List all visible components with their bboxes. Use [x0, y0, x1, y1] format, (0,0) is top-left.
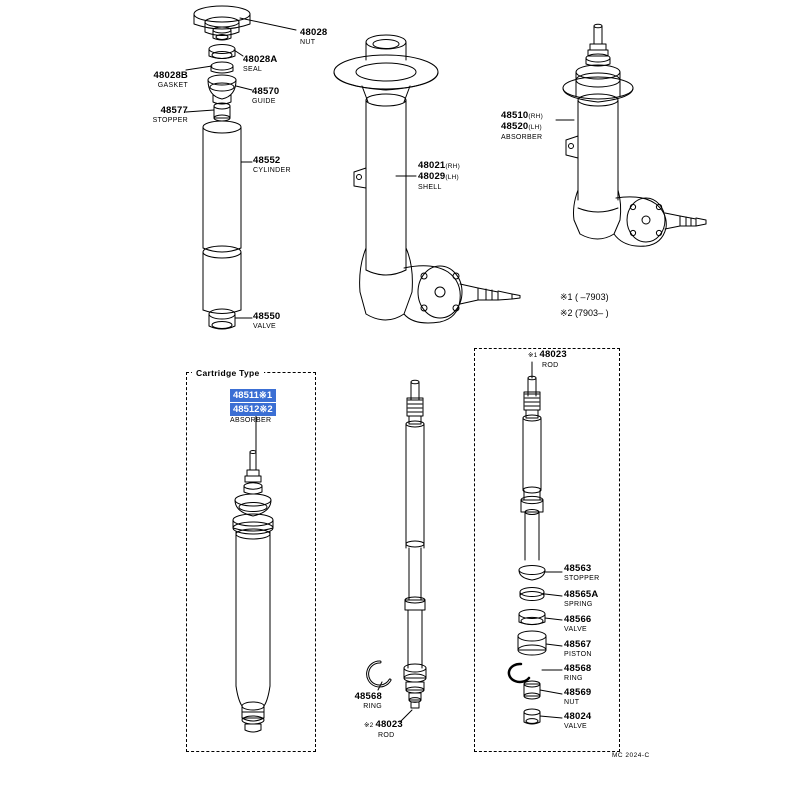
part-label-48021: 48021(RH) — [418, 160, 460, 171]
part-label-48028: 48028 NUT — [300, 27, 328, 46]
part-label-48567: 48567 PISTON — [564, 639, 592, 658]
part-label-48511-selected[interactable]: 48511※1 48512※2 ABSORBER — [230, 389, 276, 424]
part-label-48563: 48563 STOPPER — [564, 563, 600, 582]
note-mark-2: ※2 (7903– ) — [560, 308, 609, 318]
part-label-48577: 48577 STOPPER — [152, 105, 188, 124]
part-label-48520: 48520(LH) ABSORBER — [501, 121, 543, 141]
panel-cartridge-type — [186, 372, 316, 752]
part-label-48568: 48568 RING — [564, 663, 592, 682]
part-label-48512-name: ABSORBER — [230, 417, 272, 424]
panel-cartridge-title: Cartridge Type — [192, 368, 264, 378]
part-label-48510: 48510(RH) — [501, 110, 543, 121]
part-label-48028B: 48028B GASKET — [153, 70, 188, 89]
panel-rod-assembly — [474, 348, 620, 752]
part-label-48550: 48550 VALVE — [253, 311, 281, 330]
part-label-48569: 48569 NUT — [564, 687, 592, 706]
part-label-48552: 48552 CYLINDER — [253, 155, 291, 174]
part-label-48565A: 48565A SPRING — [564, 589, 599, 608]
part-label-48023-lh: ※2 48023 ROD — [364, 719, 403, 739]
part-label-48029: 48029(LH) SHELL — [418, 171, 459, 191]
part-label-48568-middle: 48568 RING — [354, 691, 382, 710]
part-label-48024: 48024 VALVE — [564, 711, 592, 730]
footer-code: MC 2024-C — [612, 752, 650, 759]
note-mark-1: ※1 ( –7903) — [560, 292, 609, 302]
part-label-48566: 48566 VALVE — [564, 614, 592, 633]
part-label-48028A: 48028A SEAL — [243, 54, 278, 73]
part-label-48023-rh: ※1 48023 ROD — [528, 349, 567, 369]
part-label-48570: 48570 GUIDE — [252, 86, 280, 105]
